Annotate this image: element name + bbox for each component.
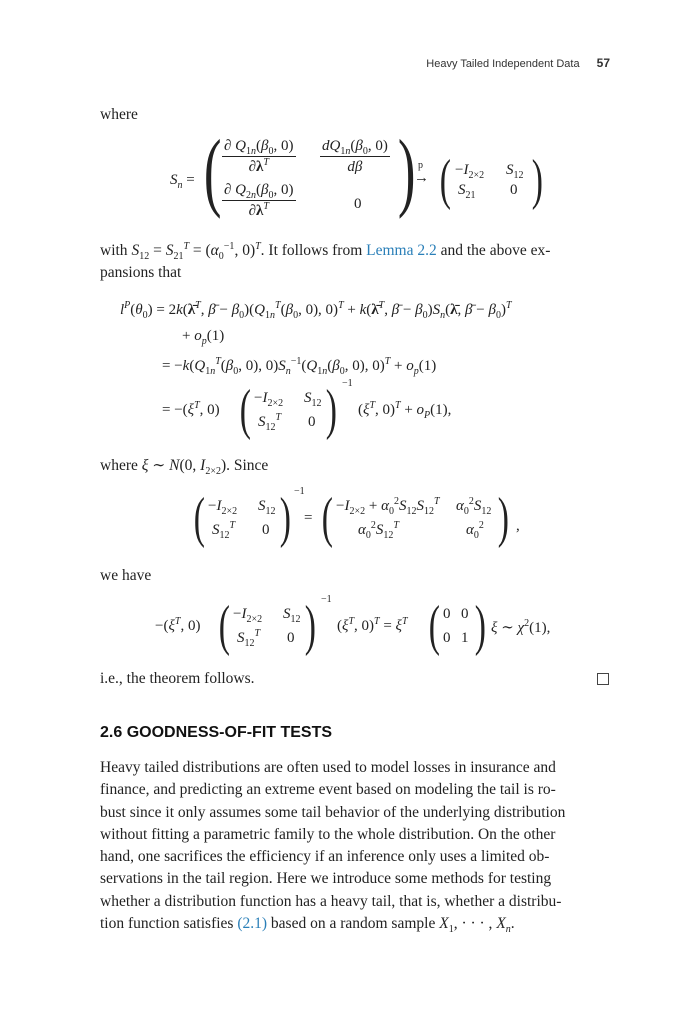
paragraph-line-1: Heavy tailed distributions are often used to model losses in insurance and [100, 759, 556, 776]
left-paren: ( [203, 123, 222, 220]
neg-identity-3: $-I_{2\times 2}$ [254, 390, 284, 409]
inv-entry-21: $\alpha_0^2S_{12}^T$ [358, 520, 399, 541]
zz-10: 0 [443, 630, 451, 646]
equals-sign: = [304, 510, 313, 526]
zero-entry-3: 0 [308, 414, 316, 430]
right-paren-5: ) [497, 487, 509, 549]
neg-identity: $-I_{2\times 2}$ [455, 162, 485, 181]
right-paren: ) [397, 123, 416, 220]
zero-entry-6: 0 [287, 630, 295, 646]
running-title: Heavy Tailed Independent Data [426, 58, 580, 70]
left-paren-6: ( [218, 595, 230, 657]
inv-entry-12: $\alpha_0^2S_{12}$ [456, 496, 492, 517]
eq-2-1-link[interactable]: (2.1) [237, 915, 268, 933]
s21-entry: $S_{21}$ [458, 182, 476, 201]
where-label-1: where [100, 106, 138, 123]
left-paren-5: ( [321, 487, 333, 549]
page-number: 57 [596, 56, 610, 70]
matrix-entry-21: $\frac{\partial Q_{2n}(\beta_0, 0)}{\partial\lambda^T}$ [224, 182, 294, 219]
ie-line: i.e., the theorem follows. [100, 670, 255, 687]
neg-identity-6: $-I_{2\times 2}$ [233, 606, 263, 625]
right-paren-7: ) [474, 595, 486, 657]
inv-entry-22: $\alpha_0^2$ [466, 520, 484, 541]
section-title: GOODNESS-OF-FIT TESTS [126, 724, 333, 741]
chi-square-equation [155, 594, 575, 658]
zero-entry-4: 0 [262, 522, 270, 538]
left-paren-7: ( [428, 595, 440, 657]
xi-row-3: ($\xi^T$, $0)^T + o_P(1)$, [358, 400, 452, 421]
s12-entry-3: $S_{12}$ [304, 390, 322, 409]
paragraph-line-7: whether a distribution function has a heavy tail, that is, whether a distribu- [100, 892, 562, 910]
sn-label: $S_n$ = [170, 172, 195, 191]
lp-equation-line-2: + $o_p(1)$ [182, 328, 225, 347]
with-line: with $S_{12} = S_{21}^T = (\alpha_0^{-1}$, 0)$^T$. It follows from Lemma 2.2 and the above ex- [100, 240, 551, 263]
section-number: 2.6 [100, 724, 123, 741]
left-paren-3: ( [239, 379, 251, 441]
paragraph-line-5: hand, one sacrifices the efficiency if an inference only uses a limited ob- [100, 848, 550, 866]
neg-xi-row: = $-(\xi^T$, 0) [162, 400, 220, 418]
s12t-entry-4: $S_{12}^T$ [212, 520, 236, 541]
inv-entry-11: $-I_{2\times 2} + \alpha_0^2S_{12}S_{12}^T$ [336, 496, 440, 517]
inverse-exp-4: −1 [294, 486, 305, 497]
converge-arrow: → [414, 170, 429, 186]
inverse-exp-3: −1 [342, 378, 353, 389]
s12-entry-6: $S_{12}$ [283, 606, 301, 625]
lp-equation-line-4 [162, 378, 522, 441]
p-label: p [418, 160, 423, 171]
qed-box-icon [597, 673, 609, 685]
neg-xi-row-6: $-(\xi^T$, 0) [155, 616, 201, 634]
lemma-link[interactable]: Lemma 2.2 [366, 242, 437, 259]
right-paren-3: ) [325, 379, 337, 441]
paragraph-line-3: bust since it only assumes some tail behavior of the underlying distribution [100, 803, 566, 821]
matrix-entry-12: $\frac{dQ_{1n}(\beta_0, 0)}{d\beta}$ [322, 138, 388, 175]
lp-equation-line-3: = $-k(Q_{1n}^T(\beta_0$, 0), $0)S_n^{-1}(Q_{1n}(\beta_0$, 0), $0)^T + o_p(1)$ [162, 356, 437, 377]
zero-entry: 0 [510, 182, 518, 198]
lp-equation-line-1: $l^P(\theta_0)$ = 2k(λ̄$^T$, β̄ − $\beta_0)(Q_{1n}^T(\beta_0$, 0), 0)$^T$ + k(λ̄$^T$, β̄ − $\beta_0)S_n(\lambdā$, β̄ − $\beta_0)^T$ [120, 300, 512, 321]
xi-t-row-6: ($\xi^T$, $0)^T = \xi^T$ [337, 616, 408, 634]
paragraph-line-6: servations in the tail region. Here we introduce some methods for testing [100, 870, 552, 888]
body-paragraph [100, 757, 610, 935]
pansions-line: pansions that [100, 264, 182, 281]
chi-square-result: ξ ∼ $\chi^2(1)$, [491, 618, 551, 636]
we-have-line: we have [100, 567, 152, 584]
zz-01: 0 [461, 606, 469, 622]
running-header [426, 56, 610, 70]
zz-11: 1 [461, 630, 469, 646]
s12-entry: $S_{12}$ [506, 162, 524, 181]
inverse-exp-6: −1 [321, 594, 332, 605]
neg-identity-4: $-I_{2\times 2}$ [208, 498, 238, 517]
paragraph-line-8: tion function satisfies (2.1) based on a random sample $X_1$, · · · , $X_n$. [100, 915, 515, 936]
matrix-entry-11: $\frac{\partial Q_{1n}(\beta_0, 0)}{\partial\lambda^T}$ [224, 138, 294, 175]
right-paren-2: ) [531, 149, 543, 211]
s12t-entry-3: $S_{12}^T$ [258, 412, 282, 433]
left-paren-4: ( [193, 487, 205, 549]
left-paren-2: ( [439, 149, 451, 211]
matrix-entry-22: 0 [354, 196, 362, 212]
inverse-matrix-equation [190, 486, 530, 550]
right-paren-6: ) [304, 595, 316, 657]
paragraph-line-4: without fitting a parametric family to the whole distribution. On the other [100, 825, 556, 843]
where-xi-line: where ξ ∼ N(0, $I_{2\times 2}$). Since [100, 457, 269, 478]
paragraph-line-2: finance, and predicting an extreme event based on modeling the tail is ro- [100, 781, 556, 799]
s12t-entry-6: $S_{12}^T$ [237, 628, 261, 649]
last-line-pre: tion function satisfies [100, 915, 238, 933]
s12-entry-4: $S_{12}$ [258, 498, 276, 517]
right-paren-4: ) [279, 487, 291, 549]
zz-00: 0 [443, 606, 451, 622]
comma: , [516, 518, 520, 534]
sn-equation [170, 123, 590, 226]
section-heading [100, 724, 332, 742]
